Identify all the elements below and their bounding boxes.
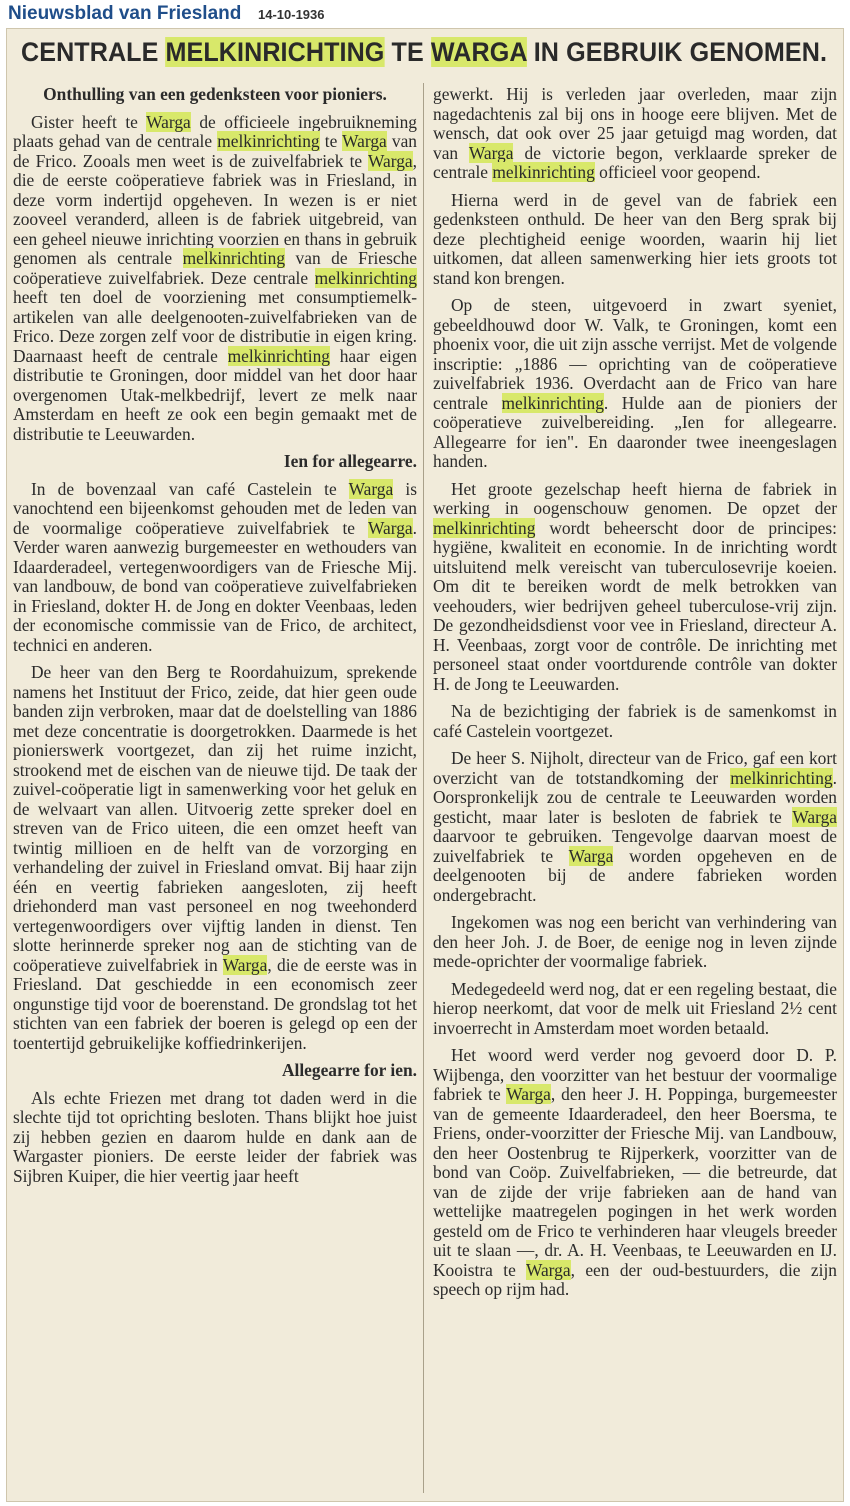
text-run: wordt beheerscht door de principes: hygiëne, kwaliteit en economie. In de inrichting wordt uitsluitend melk vereischt van tuberculosevrije koeien. Om dit te bereiken wordt de melk betrokken van veehouders, wier bedrijven geheel tuberculose-vrij zijn. De gezondheidsdienst voor vee in Friesland, directeur A. H. Veenbaas, zorgt voor de contrôle. De inrichting met personeel staat onder voortdurende contrôle van dokter H. de Jong te Leeuwarden. xyxy=(433,517,837,694)
text-run: . Hulde aan de pioniers der coöperatieve zuivelbereiding. „Ien for allegearre. Allegearre for ien". En daaronder twee ineengeslagen handen. xyxy=(433,392,837,471)
text-run: , den heer J. H. Poppinga, burgemeester van de gemeente Idaarderadeel, den heer Boersma, te Friens, onder-voorzitter der Friesche Mij. van Landbouw, den heer Oostenbrug te Rijperkerk, voorzitter van de bond van Coöp. Zuivelfabrieken, — die betreurde, dat van de zijde der vrije fabrieken aan de hand van wettelijke maatregelen pogingen in het werk worden gesteld om de Frico te verhinderen haar vleugels breeder uit te slaan —, dr. A. H. Veenbaas, te Leeuwarden en IJ. Kooistra te xyxy=(433,1084,837,1280)
subheading: Allegearre for ien. xyxy=(281,1060,417,1080)
search-highlight: melkinrichting xyxy=(730,767,833,788)
newspaper-title: Nieuwsblad van Friesland xyxy=(8,3,242,24)
paragraph xyxy=(433,702,837,741)
text-run: . Oorspronkelijk zou de centrale te Leeuwarden worden gesticht, maar later is besloten de fabriek te xyxy=(433,767,837,827)
text-run: In de bovenzaal van café Castelein te xyxy=(31,478,349,499)
search-highlight: Warga xyxy=(146,111,191,132)
search-highlight: melkinrichting xyxy=(182,248,286,268)
search-highlight: Warga xyxy=(368,517,413,538)
text-run: Op de steen, uitgevoerd in zwart syeniet, gebeeldhouwd door W. Valk, te Groningen, komt een phoenix voor, die uit zijn assche verrijst. Met de volgende inscriptie: „1886 — oprichting van de coöperatieve zuivelfabriek 1936. Overdacht aan de Frico van hare centrale xyxy=(433,295,837,413)
text-run: officieel voor geopend. xyxy=(594,162,761,182)
search-highlight: melkinrichting xyxy=(227,345,330,366)
publication-date: 14-10-1936 xyxy=(258,7,325,22)
text-run: Als echte Friezen met drang tot daden werd in die slechte tijd tot oprichting besloten. Thans blijkt hoe juist zij hebben gezien en daarom hulde en dank aan de Wargaster pioniers. De eerste leider der fabriek was Sijbren Kuiper, die hier veertig jaar heeft xyxy=(13,1087,417,1186)
text-run: is vanochtend een bijeenkomst gehouden met de leden van de voormalige coöperatieve zuivelfabriek te xyxy=(13,478,417,538)
text-run: Het woord werd verder nog gevoerd door D. P. Wijbenga, den voorzitter van het bestuur der voormalige fabriek te xyxy=(433,1045,837,1104)
column-divider xyxy=(423,83,424,1493)
text-run: De heer van den Berg te Roordahuizum, sprekende namens het Instituut der Frico, zeide, dat hier geen oude banden zijn verbroken, maar dat de doelstelling van 1886 met deze concentratie is doorgetrokken. Daarmede is het pionierswerk voortgezet, dan zij het ruime inzicht, strookend met de eischen van de nieuwe tijd. De taak der zuivel-coöperatie ligt in samenwerking voor het geluk en de welvaart van allen. Uitvoerig zette spreker doel en streven van de Frico uiteen, die een omzet heeft van twintig millioen en de helft van de vorzorging en verhandeling der zuivel in Friesland omvat. Bij haar zijn één en veertig fabrieken aangesloten, zij heeft driehonderd man vast personeel en nog tweehonderd vertegenwoordigers over vijftig landen in dienst. Ten slotte herinnerde spreker nog aan de stichting van de coöperatieve zuivelfabriek in xyxy=(13,662,417,975)
search-highlight: Warga xyxy=(342,131,387,151)
text-run: de victorie begon, verklaarde spreker de centrale xyxy=(433,142,837,182)
text-run: daarvoor te gebruiken. Tengevolge daarvan moest de zuivelfabriek te xyxy=(433,826,837,866)
search-highlight: WARGA xyxy=(430,37,527,67)
text-run: . Verder waren aanwezig burgemeester en wethouders van Idaarderadeel, vertegenwoordigers van de Friesche Mij. van landbouw, de bond van coöperatieve zuivelfabrieken in Friesland, dokter H. de Jong en dokter Veenbaas, leden der economische commissie van de Frico, de architect, technici en anderen. xyxy=(13,517,417,655)
search-highlight: MELKINRICHTING xyxy=(165,37,385,67)
search-highlight: Warga xyxy=(368,150,413,171)
article-column-left xyxy=(13,85,417,1194)
text-run: Hierna werd in de gevel van de fabriek een gedenksteen onthuld. De heer van den Berg sprak bij deze plechtigheid eenige woorden, waarin hij liet uitkomen, dat alleen samenwerking hier iets groots tot stand kon brengen. xyxy=(433,189,837,288)
text-run: Medegedeeld werd nog, dat er een regeling bestaat, die hierop neerkomt, dat voor de melk uit Friesland 2½ cent invoerrecht in Amsterdam moet worden betaald. xyxy=(433,978,837,1038)
paragraph xyxy=(13,113,417,445)
text-run: gewerkt. Hij is verleden jaar overleden, maar zijn nagedachtenis zal bij ons in hooge eere blijven. Met de wensch, dat ook over 25 jaar getuigd mag worden, dat van xyxy=(433,84,837,163)
search-highlight: melkinrichting xyxy=(501,392,604,413)
text-run: De heer S. Nijholt, directeur van de Frico, gaf een kort overzicht van de totstandkoming der xyxy=(433,748,837,788)
text-run: Ingekomen was nog een bericht van verhindering van den heer Joh. J. de Boer, de eenige nog in leven zijnde mede-oprichter der voormalige fabriek. xyxy=(433,912,837,971)
paragraph xyxy=(433,296,837,472)
article-headline: CENTRALE MELKINRICHTING TE WARGA IN GEBRUIK GENOMEN. xyxy=(21,37,828,67)
text-run: worden opgeheven en de deelgenooten bij de andere fabrieken worden ondergebracht. xyxy=(433,845,838,905)
paragraph xyxy=(433,191,837,289)
search-highlight: Warga xyxy=(222,954,268,975)
paragraph xyxy=(13,1089,417,1187)
text-run: van de Friesche coöperatieve zuivelfabriek. Deze centrale xyxy=(13,248,417,288)
paragraph xyxy=(13,480,417,656)
search-highlight: Warga xyxy=(792,806,837,827)
subheading: Onthulling van een gedenksteen voor pioniers. xyxy=(43,84,387,104)
newspaper-clipping xyxy=(6,28,844,1502)
text-run: , een der oud-bestuurders, die zijn speech op rijm had. xyxy=(433,1259,837,1299)
search-highlight: Warga xyxy=(525,1259,571,1280)
text-run: , die de eerste was in Friesland. Dat geschiedde in een economisch zeer ongunstige tijd voor de boerenstand. De grondslag tot het stichten van een fabriek der boeren is gelegd op een der toentertijd gebruikelijke koffiedrinkerijen. xyxy=(13,954,417,1053)
search-highlight: melkinrichting xyxy=(314,267,417,288)
search-highlight: Warga xyxy=(506,1084,551,1104)
clipping-header xyxy=(0,0,850,28)
search-highlight: melkinrichting xyxy=(217,131,320,151)
search-highlight: Warga xyxy=(348,478,394,499)
text-run: te xyxy=(319,131,343,151)
text-run: de officieele ingebruikneming plaats gehad van de centrale xyxy=(13,111,417,151)
search-highlight: melkinrichting xyxy=(492,162,595,182)
text-run: Na de bezichtiging der fabriek is de samenkomst in café Castelein voortgezet. xyxy=(433,701,837,741)
text-run: heeft ten doel de voorziening met consumptiemelk-artikelen van alle deelgenooten-zuivelfabrieken van de Frico. Deze zorgen zelf voor de distributie in eigen kring. Daarnaast heeft de centrale xyxy=(13,287,417,366)
paragraph xyxy=(433,1046,837,1300)
text-run: , die de eerste coöperatieve fabriek was in Friesland, in deze vorm indertijd opgeheven. In wezen is er niet zooveel veranderd, alleen is de fabriek uitgebreid, van een geheel nieuwe inrichting voorzien en thans in gebruik genomen als centrale xyxy=(13,150,417,268)
paragraph xyxy=(433,749,837,905)
paragraph xyxy=(433,913,837,972)
subheading: Ien for allegearre. xyxy=(283,451,417,471)
text-run: Het groote gezelschap heeft hierna de fabriek in werking in oogenschouw genomen. De opzet der xyxy=(433,478,837,518)
text-run: haar eigen distributie te Groningen, door middel van het door haar overgenomen Utak-melkbedrijf, levert ze melk naar Amsterdam en heeft ze ook een begin gemaakt met de distributie te Leeuwarden. xyxy=(13,345,417,444)
text-run: van de Frico. Zooals men weet is de zuivelfabriek te xyxy=(13,131,417,171)
search-highlight: Warga xyxy=(468,142,514,163)
paragraph xyxy=(13,663,417,1053)
article-column-right xyxy=(433,85,837,1308)
search-highlight: Warga xyxy=(568,845,614,866)
paragraph xyxy=(433,480,837,695)
paragraph xyxy=(433,980,837,1039)
paragraph xyxy=(433,85,837,183)
search-highlight: melkinrichting xyxy=(433,517,536,538)
text-run: Gister heeft te xyxy=(31,111,147,132)
